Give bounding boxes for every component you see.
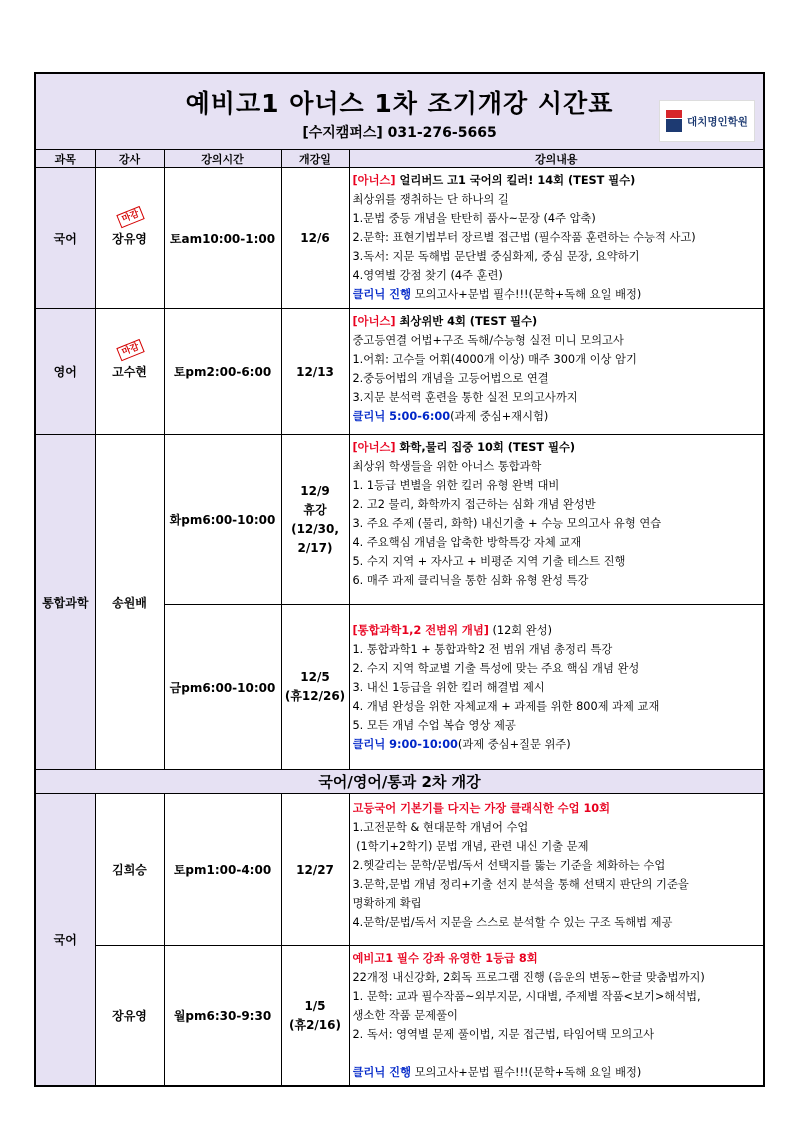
teacher-cell: 송원배 [95,435,164,770]
teacher-name: 고수현 [112,365,147,379]
clinic-text: (과제 중심+질문 위주) [457,738,571,751]
start-line: (휴2/16) [289,1017,341,1032]
tag: [아너스] [352,174,396,187]
content-line: 22개정 내신강화, 2회독 프로그램 진행 (음운의 변동~한글 맞춤법까지) [352,971,705,984]
section-row [35,770,764,794]
time-cell: 토pm1:00-4:00 [164,794,281,946]
section-title: 국어/영어/통과 2차 개강 [35,770,764,794]
course-head: 최상위반 4회 (TEST 필수) [395,315,538,328]
content-cell [349,946,764,1087]
course-head-rest: (12회 완성) [488,624,553,637]
table-row [35,794,764,946]
content-line: 1.어휘: 고수들 어휘(4000개 이상) 매주 300개 이상 암기 [352,353,637,366]
start-cell: 12/13 [281,309,349,435]
content-line: 최상위 학생들을 위한 아너스 통합과학 [352,460,542,473]
start-line: (휴12/26) [284,689,346,703]
content-line: 1. 문학: 교과 필수작품~외부지문, 시대별, 주제별 작품<보기>해석법, [352,990,701,1003]
clinic-label: 클리닉 9:00-10:00 [352,738,458,751]
tag: [아너스] [352,315,396,328]
course-head: 화학,물리 집중 10회 (TEST 필수) [395,441,576,454]
content-line: 4.문학/문법/독서 지문을 스스로 분석할 수 있는 구조 독해법 제공 [352,916,673,929]
content-line: 4. 주요핵심 개념을 압축한 방학특강 자체 교재 [352,536,582,549]
start-line: 2/17) [297,540,333,555]
start-line: (12/30, [291,521,339,536]
col-teacher: 강사 [95,150,164,168]
course-head: 얼리버드 고1 국어의 킬러! 14회 (TEST 필수) [395,174,636,187]
clinic-text: 모의고사+문법 필수!!!(문학+독해 요일 배정) [411,1066,642,1079]
table-row [35,309,764,435]
content-cell [349,168,764,309]
subject-cell: 통합과학 [35,435,95,770]
content-line: 2. 고2 물리, 화학까지 접근하는 심화 개념 완성반 [352,498,596,511]
content-line: 2.중등어법의 개념을 고등어법으로 연결 [352,372,549,385]
column-header-row [35,150,764,168]
table-row [35,435,764,605]
content-line: 1.문법 중등 개념을 탄탄히 품사~문장 (4주 압축) [352,212,596,225]
start-cell: 12/27 [281,794,349,946]
clinic-label: 클리닉 진행 [352,1066,411,1079]
teacher-cell [95,309,164,435]
col-content: 강의내용 [349,150,764,168]
subject-cell: 국어 [35,168,95,309]
content-line: 중고등연결 어법+구조 독해/수능형 실전 미니 모의고사 [352,334,624,347]
logo-mark-icon [666,110,682,132]
content-cell [349,605,764,770]
page-title: 예비고1 아너스 1차 조기개강 시간표 [185,89,614,118]
content-line: 3.문학,문법 개념 정리+기출 선지 분석을 통해 선택지 판단의 기준을 [352,878,689,891]
teacher-cell: 김희승 [95,794,164,946]
content-line: 4. 개념 완성을 위한 자체교재 + 과제를 위한 800제 과제 교재 [352,700,660,713]
start-line: 12/9 [300,483,330,498]
content-line: 1. 통합과학1 + 통합과학2 전 범위 개념 총정리 특강 [352,643,613,656]
clinic-label: 클리닉 진행 [352,288,411,301]
tag: [아너스] [352,441,396,454]
start-line: 1/5 [304,998,326,1013]
time-cell: 토pm2:00-6:00 [164,309,281,435]
time-cell: 금pm6:00-10:00 [164,605,281,770]
content-line [353,1044,764,1063]
start-cell [281,605,349,770]
teacher-name: 장유영 [112,231,147,246]
closed-stamp: 마감 [116,339,145,361]
content-line: 2. 독서: 영역별 문제 풀이법, 지문 접근법, 타임어택 모의고사 [352,1028,654,1041]
content-cell [349,435,764,605]
start-cell: 12/6 [281,168,349,309]
course-head: [통합과학1,2 전범위 개념] [352,624,489,637]
subject-cell: 국어 [35,794,95,1087]
col-subject: 과목 [35,150,95,168]
title-block [35,73,764,150]
content-line: (1학기+2학기) 문법 개념, 관련 내신 기출 문제 [352,840,589,853]
start-line: 12/5 [300,670,330,684]
content-line: 2. 수지 지역 학교별 기출 특성에 맞는 주요 핵심 개념 완성 [352,662,640,675]
clinic-text: (과제 중심+재시험) [450,410,549,423]
content-line: 5. 수지 지역 + 자사고 + 비평준 지역 기출 테스트 진행 [352,555,626,568]
start-cell [281,946,349,1087]
content-line: 3.지문 분석력 훈련을 통한 실전 모의고사까지 [352,391,578,404]
content-cell [349,794,764,946]
logo-text: 대치명인학원 [687,115,748,128]
closed-stamp: 마감 [116,205,145,227]
content-line: 3. 주요 주제 (물리, 화학) 내신기출 + 수능 모의고사 유형 연습 [352,517,662,530]
content-line: 생소한 작품 문제풀이 [352,1009,458,1022]
content-line: 3.독서: 지문 독해법 문단별 중심화제, 중심 문장, 요약하기 [352,250,640,263]
col-start: 개강일 [281,150,349,168]
content-line: 3. 내신 1등급을 위한 킬러 해결법 제시 [352,681,545,694]
academy-logo [659,100,755,142]
time-cell: 화pm6:00-10:00 [164,435,281,605]
time-cell: 토am10:00-1:00 [164,168,281,309]
content-line: 5. 모든 개념 수업 복습 영상 제공 [352,719,516,732]
table-row [35,946,764,1087]
start-cell [281,435,349,605]
content-line: 최상위를 쟁취하는 단 하나의 길 [352,193,509,206]
content-cell [349,309,764,435]
content-line: 4.영역별 강점 찾기 (4주 훈련) [352,269,503,282]
content-line: 1. 1등급 변별을 위한 킬러 유형 완벽 대비 [352,479,560,492]
course-head: 예비고1 필수 강좌 유영한 1등급 8회 [352,952,538,965]
content-line: 2.헷갈리는 문학/문법/독서 선택지를 뚫는 기준을 체화하는 수업 [352,859,666,872]
page-subtitle: [수지캠퍼스] 031-276-5665 [302,125,497,141]
content-line: 명확하게 확립 [352,897,422,910]
time-cell: 월pm6:30-9:30 [164,946,281,1087]
content-line: 6. 매주 과제 클리닉을 통한 심화 유형 완성 특강 [352,574,589,587]
table-row [35,168,764,309]
teacher-cell: 장유영 [95,946,164,1087]
content-line: 1.고전문학 & 현대문학 개념어 수업 [352,821,529,834]
col-time: 강의시간 [164,150,281,168]
clinic-label: 클리닉 5:00-6:00 [352,410,451,423]
clinic-text: 모의고사+문법 필수!!!(문학+독해 요일 배정) [411,288,642,301]
start-line: 휴강 [303,502,327,517]
content-line: 2.문학: 표현기법부터 장르별 접근법 (필수작품 훈련하는 수능적 사고) [352,231,696,244]
subject-cell: 영어 [35,309,95,435]
timetable [34,72,765,1087]
course-head: 고등국어 기본기를 다지는 가장 클래식한 수업 10회 [352,802,611,815]
teacher-cell [95,168,164,309]
